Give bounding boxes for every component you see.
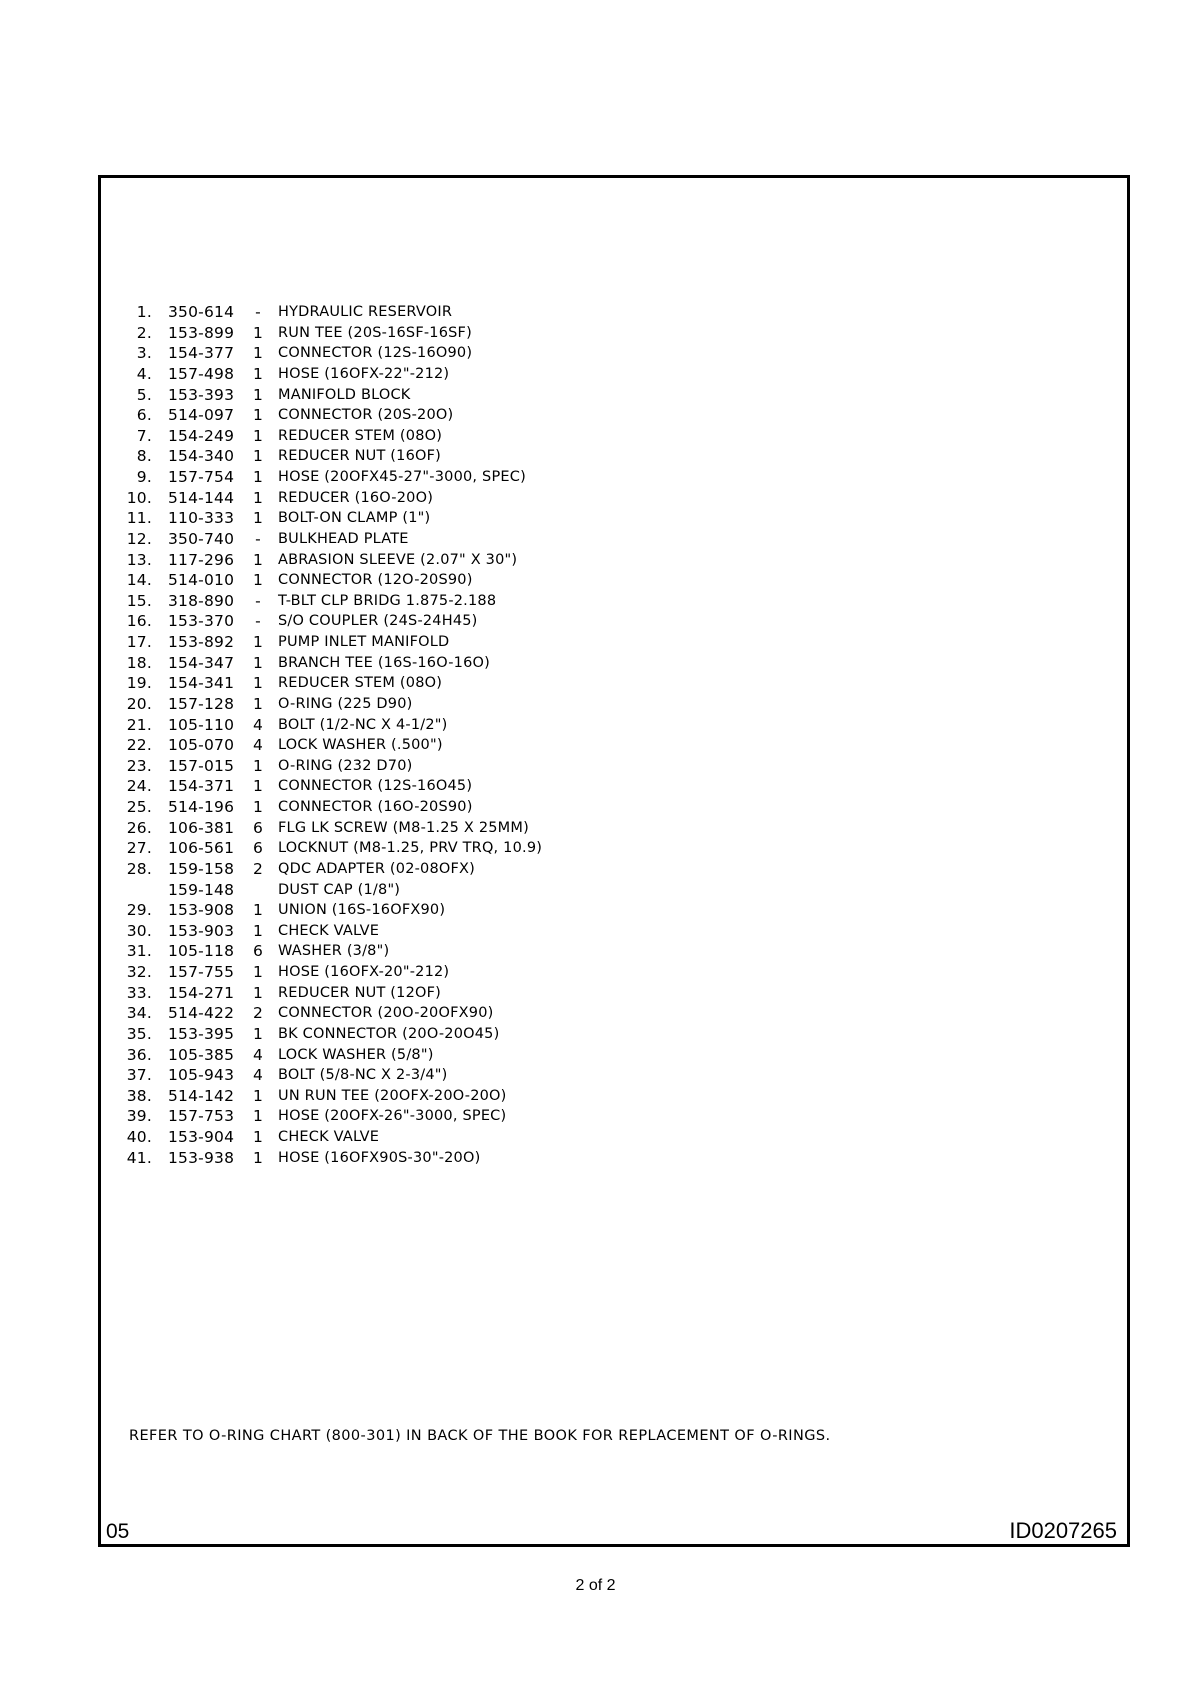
part-quantity: 1 [252, 550, 264, 569]
part-quantity: 4 [252, 736, 264, 755]
part-number: 153-908 [168, 901, 235, 920]
page-code: 05 [106, 1520, 130, 1543]
part-description: REDUCER NUT (16OF) [278, 448, 442, 465]
part-description: REDUCER STEM (08O) [278, 427, 443, 444]
part-quantity: 1 [252, 488, 264, 507]
part-description: CHECK VALVE [278, 1129, 380, 1145]
part-number: 153-903 [168, 921, 235, 940]
part-number: 117-296 [168, 550, 235, 569]
part-description: QDC ADAPTER (02-08OFX) [278, 860, 476, 877]
part-number: 154-347 [168, 653, 235, 672]
part-quantity: 1 [252, 963, 264, 981]
part-quantity: 6 [252, 818, 264, 837]
part-description: ABRASION SLEEVE (2.07" X 30") [278, 551, 518, 568]
part-item-number: 4. [136, 364, 152, 383]
part-description: UNION (16S-16OFX90) [278, 902, 446, 919]
part-item-number: 13. [126, 550, 152, 569]
part-description: HYDRAULIC RESERVOIR [278, 304, 453, 320]
part-description: BOLT (1/2-NC X 4-1/2") [278, 716, 448, 733]
part-item-number: 33. [126, 983, 152, 1002]
part-description: FLG LK SCREW (M8-1.25 X 25MM) [278, 819, 529, 836]
part-number: 110-333 [168, 509, 235, 528]
part-quantity: - [255, 612, 261, 631]
part-quantity: 1 [252, 1107, 264, 1126]
part-item-number: 10. [126, 488, 152, 507]
part-description: REDUCER STEM (08O) [278, 675, 443, 692]
part-number: 106-381 [168, 818, 235, 837]
part-number: 159-148 [168, 880, 235, 899]
part-item-number: 9. [136, 468, 152, 486]
part-number: 153-904 [168, 1128, 235, 1146]
part-description: LOCK WASHER (5/8") [278, 1046, 434, 1063]
part-item-number: 17. [126, 633, 152, 651]
part-description: REDUCER NUT (12OF) [278, 984, 442, 1001]
part-number: 318-890 [168, 591, 235, 610]
part-description: REDUCER (16O-20O) [278, 489, 434, 506]
part-quantity: 1 [252, 983, 264, 1002]
part-description: S/O COUPLER (24S-24H45) [278, 613, 478, 630]
part-number: 514-144 [168, 488, 235, 507]
part-description: UN RUN TEE (20OFX-20O-20O) [278, 1087, 507, 1104]
part-quantity: 1 [252, 426, 264, 445]
part-quantity: 1 [252, 1128, 264, 1146]
part-item-number: 34. [126, 1004, 152, 1023]
part-item-number: 5. [136, 385, 152, 404]
part-item-number: 11. [126, 509, 152, 528]
part-item-number: 35. [126, 1024, 152, 1043]
part-description: CONNECTOR (16O-20S90) [278, 799, 473, 815]
part-description: LOCKNUT (M8-1.25, PRV TRQ, 10.9) [278, 840, 543, 857]
part-number: 153-370 [168, 612, 235, 631]
part-item-number: 20. [126, 694, 152, 713]
part-quantity: 1 [252, 364, 264, 383]
part-description: CHECK VALVE [278, 922, 380, 939]
part-description: CONNECTOR (20O-20OFX90) [278, 1005, 494, 1022]
part-item-number: 3. [136, 344, 152, 363]
part-description: WASHER (3/8") [278, 943, 390, 960]
part-description: RUN TEE (20S-16SF-16SF) [278, 324, 472, 341]
part-quantity: 4 [252, 1066, 264, 1085]
part-item-number: 2. [136, 323, 152, 342]
part-description: BOLT (5/8-NC X 2-3/4") [278, 1067, 448, 1084]
part-item-number: 19. [126, 674, 152, 693]
part-number: 514-196 [168, 798, 235, 816]
part-number: 159-158 [168, 859, 235, 878]
part-item-number: 28. [126, 859, 152, 878]
part-quantity: 1 [252, 1086, 264, 1105]
part-item-number: 23. [126, 756, 152, 775]
part-quantity: 6 [252, 839, 264, 858]
part-item-number: 21. [126, 715, 152, 734]
page-number: 2 of 2 [575, 1577, 616, 1594]
part-description: CONNECTOR (12S-16O90) [278, 345, 473, 362]
part-number: 154-377 [168, 344, 235, 363]
part-quantity: 4 [252, 715, 264, 734]
part-quantity: 1 [252, 344, 264, 363]
part-number: 350-740 [168, 529, 235, 548]
part-quantity: 1 [252, 571, 264, 590]
part-description: HOSE (20OFX45-27"-3000, SPEC) [278, 469, 526, 485]
part-item-number: 22. [126, 736, 152, 755]
part-description: CONNECTOR (12S-16O45) [278, 778, 473, 795]
part-item-number: 18. [126, 653, 152, 672]
part-quantity: 1 [252, 798, 264, 816]
part-quantity: 4 [252, 1045, 264, 1064]
part-number: 514-422 [168, 1004, 235, 1023]
part-item-number: 29. [126, 901, 152, 920]
part-item-number: 15. [126, 591, 152, 610]
part-number: 153-938 [168, 1148, 235, 1167]
part-number: 153-395 [168, 1024, 235, 1043]
part-number: 105-118 [168, 942, 235, 961]
part-quantity: 2 [252, 859, 264, 878]
part-quantity: 1 [252, 509, 264, 528]
part-quantity: 1 [252, 921, 264, 940]
part-number: 157-753 [168, 1107, 235, 1126]
part-description: O-RING (225 D90) [278, 695, 413, 712]
part-description: BULKHEAD PLATE [278, 530, 409, 547]
part-number: 514-010 [168, 571, 235, 590]
part-number: 105-385 [168, 1045, 235, 1064]
part-description: HOSE (16OFX-22"-212) [278, 365, 450, 382]
part-item-number: 38. [126, 1086, 152, 1105]
part-item-number: 6. [136, 406, 152, 425]
part-number: 514-142 [168, 1086, 235, 1105]
part-item-number: 16. [126, 612, 152, 631]
part-description: MANIFOLD BLOCK [278, 386, 411, 403]
part-quantity: 1 [252, 694, 264, 713]
part-quantity: - [255, 529, 261, 548]
part-item-number: 32. [126, 963, 152, 981]
drawing-id: ID0207265 [1009, 1518, 1117, 1543]
part-item-number: 30. [126, 921, 152, 940]
part-description: BRANCH TEE (16S-16O-16O) [278, 654, 490, 671]
part-quantity: 1 [252, 1024, 264, 1043]
part-quantity: 2 [252, 1004, 264, 1023]
part-quantity: 1 [252, 653, 264, 672]
part-quantity: 1 [252, 406, 264, 425]
part-number: 105-070 [168, 736, 235, 755]
part-quantity: 1 [252, 385, 264, 404]
part-item-number: 39. [126, 1107, 152, 1126]
part-item-number: 41. [126, 1148, 152, 1167]
part-description: BOLT-ON CLAMP (1") [278, 510, 431, 527]
part-item-number: 14. [126, 571, 152, 590]
part-description: CONNECTOR (20S-20O) [278, 407, 454, 424]
part-item-number: 26. [126, 818, 152, 837]
part-item-number: 27. [126, 839, 152, 858]
part-number: 157-755 [168, 963, 235, 981]
part-number: 157-015 [168, 756, 235, 775]
part-item-number: 8. [136, 447, 152, 466]
part-number: 157-128 [168, 694, 235, 713]
part-quantity: - [255, 591, 261, 610]
part-item-number: 7. [136, 426, 152, 445]
part-number: 154-271 [168, 983, 235, 1002]
part-number: 105-943 [168, 1066, 235, 1085]
part-number: 153-393 [168, 385, 235, 404]
part-quantity: 1 [252, 674, 264, 693]
part-description: PUMP INLET MANIFOLD [278, 634, 450, 650]
part-quantity: 1 [252, 633, 264, 651]
part-quantity: 1 [252, 777, 264, 796]
part-number: 157-498 [168, 364, 235, 383]
part-item-number: 1. [136, 303, 152, 321]
part-quantity: 1 [252, 323, 264, 342]
part-number: 514-097 [168, 406, 235, 425]
part-item-number: 36. [126, 1045, 152, 1064]
part-description: HOSE (16OFX-20"-212) [278, 964, 450, 980]
part-item-number: 31. [126, 942, 152, 961]
part-number: 157-754 [168, 468, 235, 486]
part-number: 105-110 [168, 715, 235, 734]
o-ring-note: REFER TO O-RING CHART (800-301) IN BACK OF THE BOOK FOR REPLACEMENT OF O-RINGS. [129, 1428, 831, 1444]
part-quantity: 1 [252, 901, 264, 920]
part-number: 106-561 [168, 839, 235, 858]
part-number: 154-340 [168, 447, 235, 466]
part-description: LOCK WASHER (.500") [278, 737, 443, 754]
part-quantity: 1 [252, 756, 264, 775]
part-description: CONNECTOR (12O-20S90) [278, 572, 473, 589]
part-quantity: - [255, 303, 261, 321]
part-item-number: 40. [126, 1128, 152, 1146]
part-number: 154-341 [168, 674, 235, 693]
part-quantity: 1 [252, 447, 264, 466]
part-quantity: 1 [252, 1148, 264, 1167]
part-number: 350-614 [168, 303, 235, 321]
part-description: HOSE (20OFX-26"-3000, SPEC) [278, 1108, 507, 1125]
part-description: T-BLT CLP BRIDG 1.875-2.188 [278, 592, 497, 609]
part-item-number: 24. [126, 777, 152, 796]
part-description: DUST CAP (1/8") [278, 881, 401, 898]
part-number: 154-371 [168, 777, 235, 796]
part-number: 153-892 [168, 633, 235, 651]
part-number: 153-899 [168, 323, 235, 342]
part-item-number: 12. [126, 529, 152, 548]
part-description: O-RING (232 D70) [278, 757, 413, 774]
part-number: 154-249 [168, 426, 235, 445]
part-description: BK CONNECTOR (20O-20O45) [278, 1025, 500, 1042]
part-description: HOSE (16OFX90S-30"-20O) [278, 1149, 481, 1166]
part-quantity: 1 [252, 468, 264, 486]
part-item-number: 37. [126, 1066, 152, 1085]
part-item-number: 25. [126, 798, 152, 816]
part-quantity: 6 [252, 942, 264, 961]
